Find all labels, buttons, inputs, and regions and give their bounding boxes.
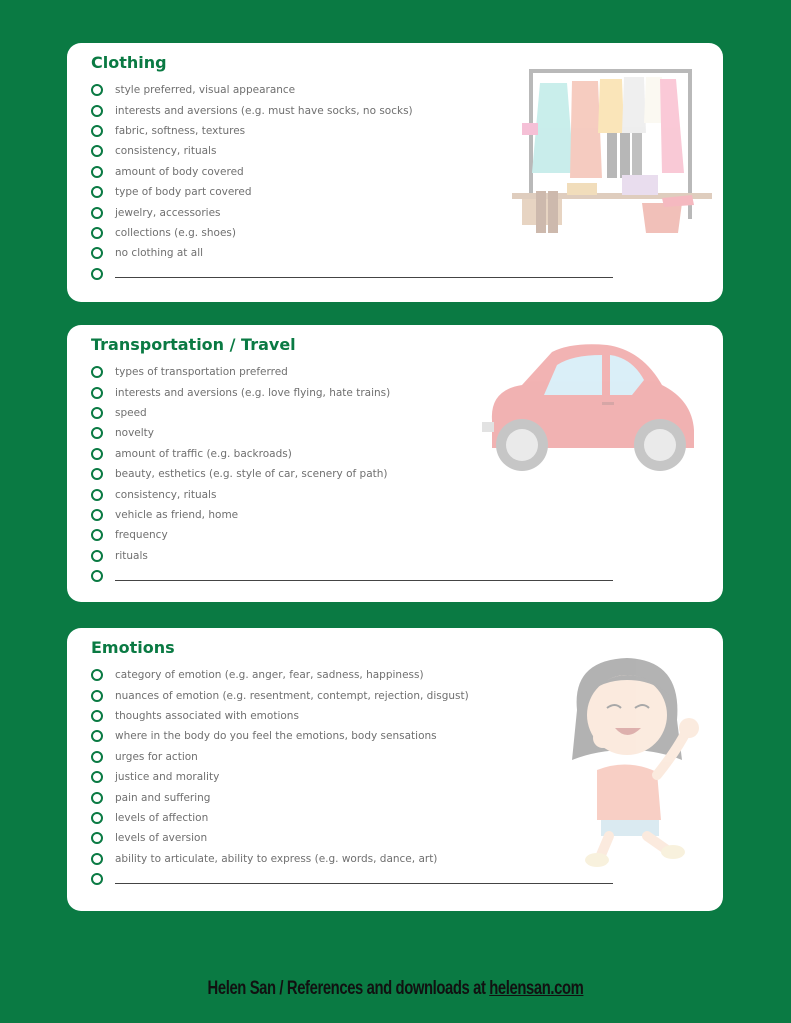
checklist-item[interactable] — [91, 665, 613, 685]
write-in-line[interactable] — [115, 580, 613, 581]
checkbox-circle-icon[interactable] — [91, 812, 103, 824]
checklist-item[interactable] — [91, 685, 613, 705]
item-label: urges for action — [115, 750, 198, 763]
item-label: collections (e.g. shoes) — [115, 226, 236, 239]
transportation-card — [67, 325, 723, 602]
item-label: where in the body do you feel the emotions, body sensations — [115, 730, 437, 743]
checkbox-circle-icon[interactable] — [91, 509, 103, 521]
red-car-illustration — [482, 340, 702, 475]
checkbox-circle-icon[interactable] — [91, 853, 103, 865]
checklist-item[interactable] — [91, 525, 613, 545]
checkbox-circle-icon[interactable] — [91, 710, 103, 722]
checklist — [91, 665, 613, 889]
checkbox-circle-icon[interactable] — [91, 145, 103, 157]
checkbox-circle-icon[interactable] — [91, 489, 103, 501]
emotions-card — [67, 628, 723, 911]
checkbox-circle-icon[interactable] — [91, 427, 103, 439]
checkbox-circle-icon[interactable] — [91, 873, 103, 885]
checklist-item[interactable] — [91, 808, 613, 828]
item-label: no clothing at all — [115, 247, 204, 260]
checkbox-circle-icon[interactable] — [91, 125, 103, 137]
item-label: levels of aversion — [115, 832, 208, 845]
item-label: jewelry, accessories — [115, 206, 221, 219]
checklist-item[interactable] — [91, 787, 613, 807]
footer-website-link[interactable]: helensan.com — [489, 978, 584, 999]
clothing-card — [67, 43, 723, 302]
checkbox-circle-icon[interactable] — [91, 550, 103, 562]
checkbox-circle-icon[interactable] — [91, 792, 103, 804]
checkbox-circle-icon[interactable] — [91, 387, 103, 399]
checklist-item[interactable] — [91, 726, 613, 746]
laughing-child-illustration — [557, 650, 717, 870]
item-label: vehicle as friend, home — [115, 508, 239, 521]
item-label: consistency, rituals — [115, 145, 217, 158]
checklist-item[interactable] — [91, 849, 613, 869]
item-label: type of body part covered — [115, 186, 252, 199]
checklist-item[interactable] — [91, 747, 613, 767]
checkbox-circle-icon[interactable] — [91, 771, 103, 783]
item-label: amount of body covered — [115, 165, 244, 178]
checklist-item[interactable] — [91, 546, 613, 566]
checklist-item-blank[interactable] — [91, 566, 613, 586]
checkbox-circle-icon[interactable] — [91, 832, 103, 844]
item-label: nuances of emotion (e.g. resentment, contempt, rejection, disgust) — [115, 689, 469, 702]
checkbox-circle-icon[interactable] — [91, 227, 103, 239]
checklist-item[interactable] — [91, 243, 613, 263]
checkbox-circle-icon[interactable] — [91, 690, 103, 702]
checkbox-circle-icon[interactable] — [91, 448, 103, 460]
item-label: levels of affection — [115, 811, 209, 824]
item-label: fabric, softness, textures — [115, 124, 246, 137]
checkbox-circle-icon[interactable] — [91, 186, 103, 198]
checkbox-circle-icon[interactable] — [91, 84, 103, 96]
item-label: interests and aversions (e.g. must have socks, no socks) — [115, 104, 413, 117]
checklist-item[interactable] — [91, 706, 613, 726]
checkbox-circle-icon[interactable] — [91, 570, 103, 582]
item-label: amount of traffic (e.g. backroads) — [115, 447, 292, 460]
item-label: speed — [115, 406, 147, 419]
section-title: Transportation / Travel — [91, 335, 296, 354]
checkbox-circle-icon[interactable] — [91, 105, 103, 117]
item-label: category of emotion (e.g. anger, fear, sadness, happiness) — [115, 669, 424, 682]
item-label: frequency — [115, 529, 168, 542]
footer-credit — [87, 978, 704, 1000]
item-label: rituals — [115, 549, 148, 562]
checkbox-circle-icon[interactable] — [91, 529, 103, 541]
checkbox-circle-icon[interactable] — [91, 268, 103, 280]
item-label: pain and suffering — [115, 791, 211, 804]
item-label: types of transportation preferred — [115, 366, 288, 379]
checkbox-circle-icon[interactable] — [91, 751, 103, 763]
clothes-rack-illustration — [512, 63, 712, 243]
checkbox-circle-icon[interactable] — [91, 669, 103, 681]
checklist-item[interactable] — [91, 767, 613, 787]
checkbox-circle-icon[interactable] — [91, 366, 103, 378]
checklist-item[interactable] — [91, 828, 613, 848]
item-label: beauty, esthetics (e.g. style of car, scenery of path) — [115, 468, 388, 481]
item-label: consistency, rituals — [115, 488, 217, 501]
checkbox-circle-icon[interactable] — [91, 166, 103, 178]
checklist-item-blank[interactable] — [91, 869, 613, 889]
write-in-line[interactable] — [115, 277, 613, 278]
checklist-item[interactable] — [91, 505, 613, 525]
checkbox-circle-icon[interactable] — [91, 247, 103, 259]
checkbox-circle-icon[interactable] — [91, 207, 103, 219]
item-label: novelty — [115, 427, 155, 440]
section-title: Emotions — [91, 638, 175, 657]
checklist-item[interactable] — [91, 484, 613, 504]
item-label: ability to articulate, ability to express (e.g. words, dance, art) — [115, 852, 438, 865]
write-in-line[interactable] — [115, 883, 613, 884]
checkbox-circle-icon[interactable] — [91, 468, 103, 480]
checkbox-circle-icon[interactable] — [91, 407, 103, 419]
checklist-item-blank[interactable] — [91, 264, 613, 284]
item-label: justice and morality — [115, 771, 220, 784]
checkbox-circle-icon[interactable] — [91, 730, 103, 742]
section-title: Clothing — [91, 53, 167, 72]
footer-text: Helen San / References and downloads at — [207, 978, 490, 999]
item-label: interests and aversions (e.g. love flying, hate trains) — [115, 386, 391, 399]
item-label: thoughts associated with emotions — [115, 709, 299, 722]
item-label: style preferred, visual appearance — [115, 84, 296, 97]
